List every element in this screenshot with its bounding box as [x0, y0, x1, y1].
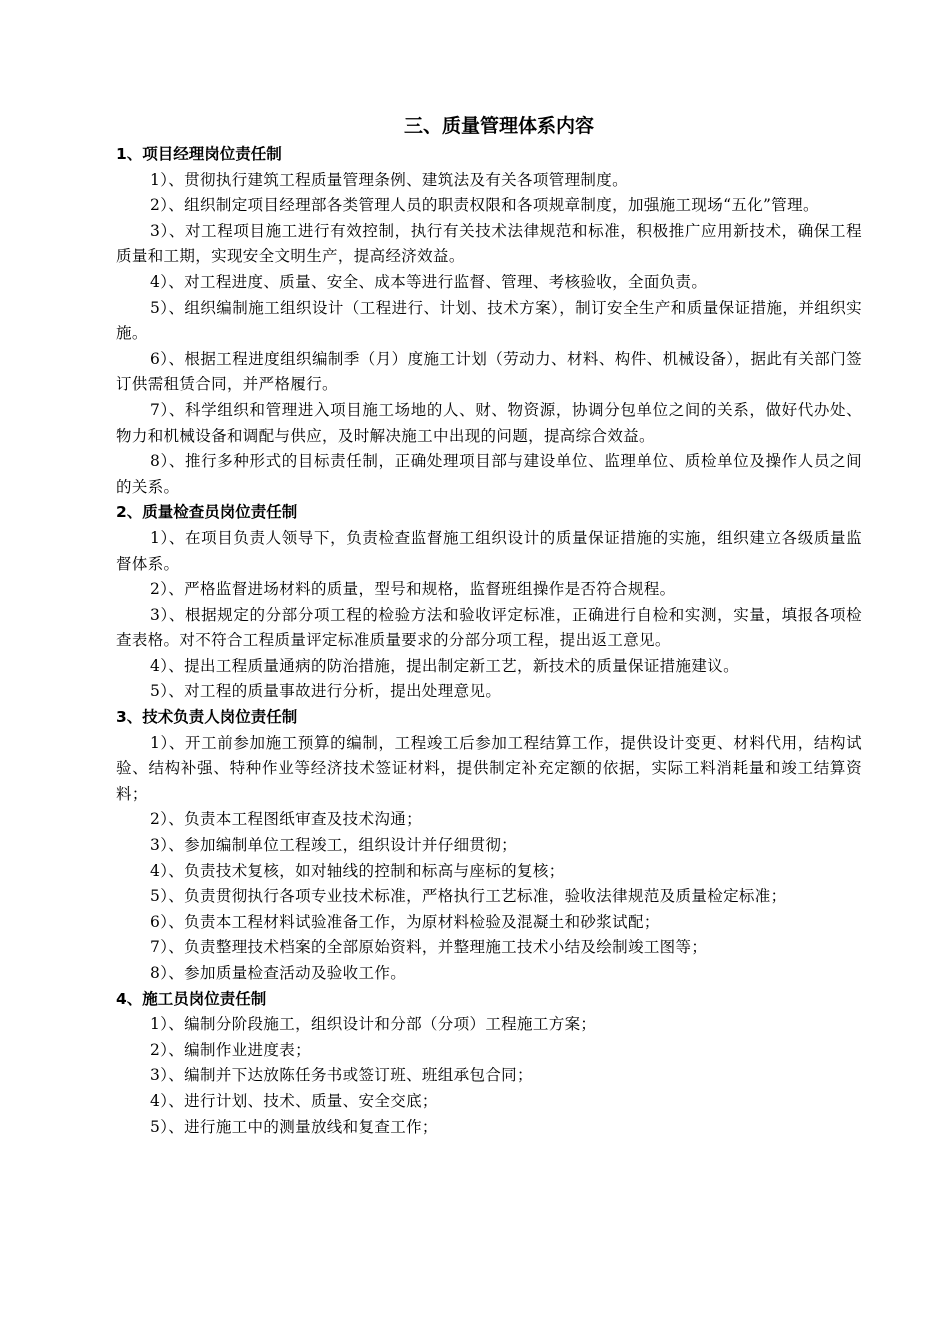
- paragraph: 2）、严格监督进场材料的质量，型号和规格，监督班组操作是否符合规程。: [150, 580, 676, 599]
- paragraph: 4）、提出工程质量通病的防治措施，提出制定新工艺，新技术的质量保证措施建议。: [150, 656, 739, 675]
- paragraph: 1）、编制分阶段施工，组织设计和分部（分项）工程施工方案；: [150, 1015, 597, 1034]
- paragraph: 2）、编制作业进度表；: [150, 1040, 311, 1059]
- section-quality-inspector: [116, 500, 862, 705]
- section-technical-lead: [116, 705, 862, 987]
- paragraph: 2）、组织制定项目经理部各类管理人员的职责权限和各项规章制度，加强施工现场“五化”管理。: [150, 196, 819, 215]
- paragraph: 3）、对工程项目施工进行有效控制，执行有关技术法律规范和标准，积极推广应用新技术，确保工程质量和工期，实现安全文明生产，提高经济效益。: [116, 221, 862, 266]
- paragraph: 7）、负责整理技术档案的全部原始资料，并整理施工技术小结及绘制竣工图等；: [150, 938, 708, 957]
- paragraph: 3）、编制并下达放陈任务书或签订班、班组承包合同；: [150, 1066, 533, 1085]
- section-heading: 4、施工员岗位责任制: [116, 989, 267, 1008]
- paragraph: 4）、进行计划、技术、质量、安全交底；: [150, 1091, 438, 1110]
- paragraph: 4）、对工程进度、质量、安全、成本等进行监督、管理、考核验收，全面负责。: [150, 272, 708, 291]
- paragraph: 7）、科学组织和管理进入项目施工场地的人、财、物资源，协调分包单位之间的关系，做好代办处、物力和机械设备和调配与供应，及时解决施工中出现的问题，提高综合效益。: [116, 400, 862, 445]
- paragraph: 5）、组织编制施工组织设计（工程进行、计划、技术方案），制订安全生产和质量保证措施，并组织实施。: [116, 298, 862, 343]
- paragraph: 5）、负责贯彻执行各项专业技术标准，严格执行工艺标准，验收法律规范及质量检定标准；: [150, 887, 787, 906]
- section-heading: 1、项目经理岗位责任制: [116, 145, 282, 163]
- page-title: 三、质量管理体系内容: [403, 115, 594, 137]
- paragraph: 8）、参加质量检查活动及验收工作。: [150, 964, 407, 982]
- paragraph: 4）、负责技术复核，如对轴线的控制和标高与座标的复核；: [150, 861, 565, 880]
- paragraph: 6）、负责本工程材料试验准备工作，为原材料检验及混凝土和砂浆试配；: [150, 912, 660, 931]
- paragraph: 1）、在项目负责人领导下，负责检查监督施工组织设计的质量保证措施的实施，组织建立各级质量监督体系。: [116, 528, 862, 573]
- section-construction-worker: [116, 987, 862, 1141]
- paragraph: 6）、根据工程进度组织编制季（月）度施工计划（劳动力、材料、构件、机械设备），据此有关部门签订供需租赁合同，并严格履行。: [116, 349, 862, 394]
- paragraph: 1）、贯彻执行建筑工程质量管理条例、建筑法及有关各项管理制度。: [150, 170, 628, 189]
- section-heading: 3、技术负责人岗位责任制: [116, 708, 298, 727]
- paragraph: 3）、参加编制单位工程竣工，组织设计并仔细贯彻；: [150, 836, 518, 855]
- paragraph: 3）、根据规定的分部分项工程的检验方法和验收评定标准，正确进行自检和实测，实量，填报各项检查表格。对不符合工程质量评定标准质量要求的分部分项工程，提出返工意见。: [116, 605, 862, 650]
- section-heading: 2、质量检查员岗位责任制: [116, 503, 298, 522]
- paragraph: 5）、进行施工中的测量放线和复查工作；: [150, 1117, 438, 1136]
- paragraph: 5）、对工程的质量事故进行分析，提出处理意见。: [150, 682, 502, 701]
- paragraph: 8）、推行多种形式的目标责任制，正确处理项目部与建设单位、监理单位、质检单位及操作人员之间的关系。: [116, 452, 862, 496]
- paragraph: 1）、开工前参加施工预算的编制，工程竣工后参加工程结算工作，提供设计变更、材料代用，结构试验、结构补强、特种作业等经济技术签证材料，提供制定补充定额的依据，实际工料消耗量和竣工结算资料；: [116, 733, 862, 803]
- paragraph: 2）、负责本工程图纸审查及技术沟通；: [150, 810, 422, 829]
- section-project-manager: [116, 142, 862, 500]
